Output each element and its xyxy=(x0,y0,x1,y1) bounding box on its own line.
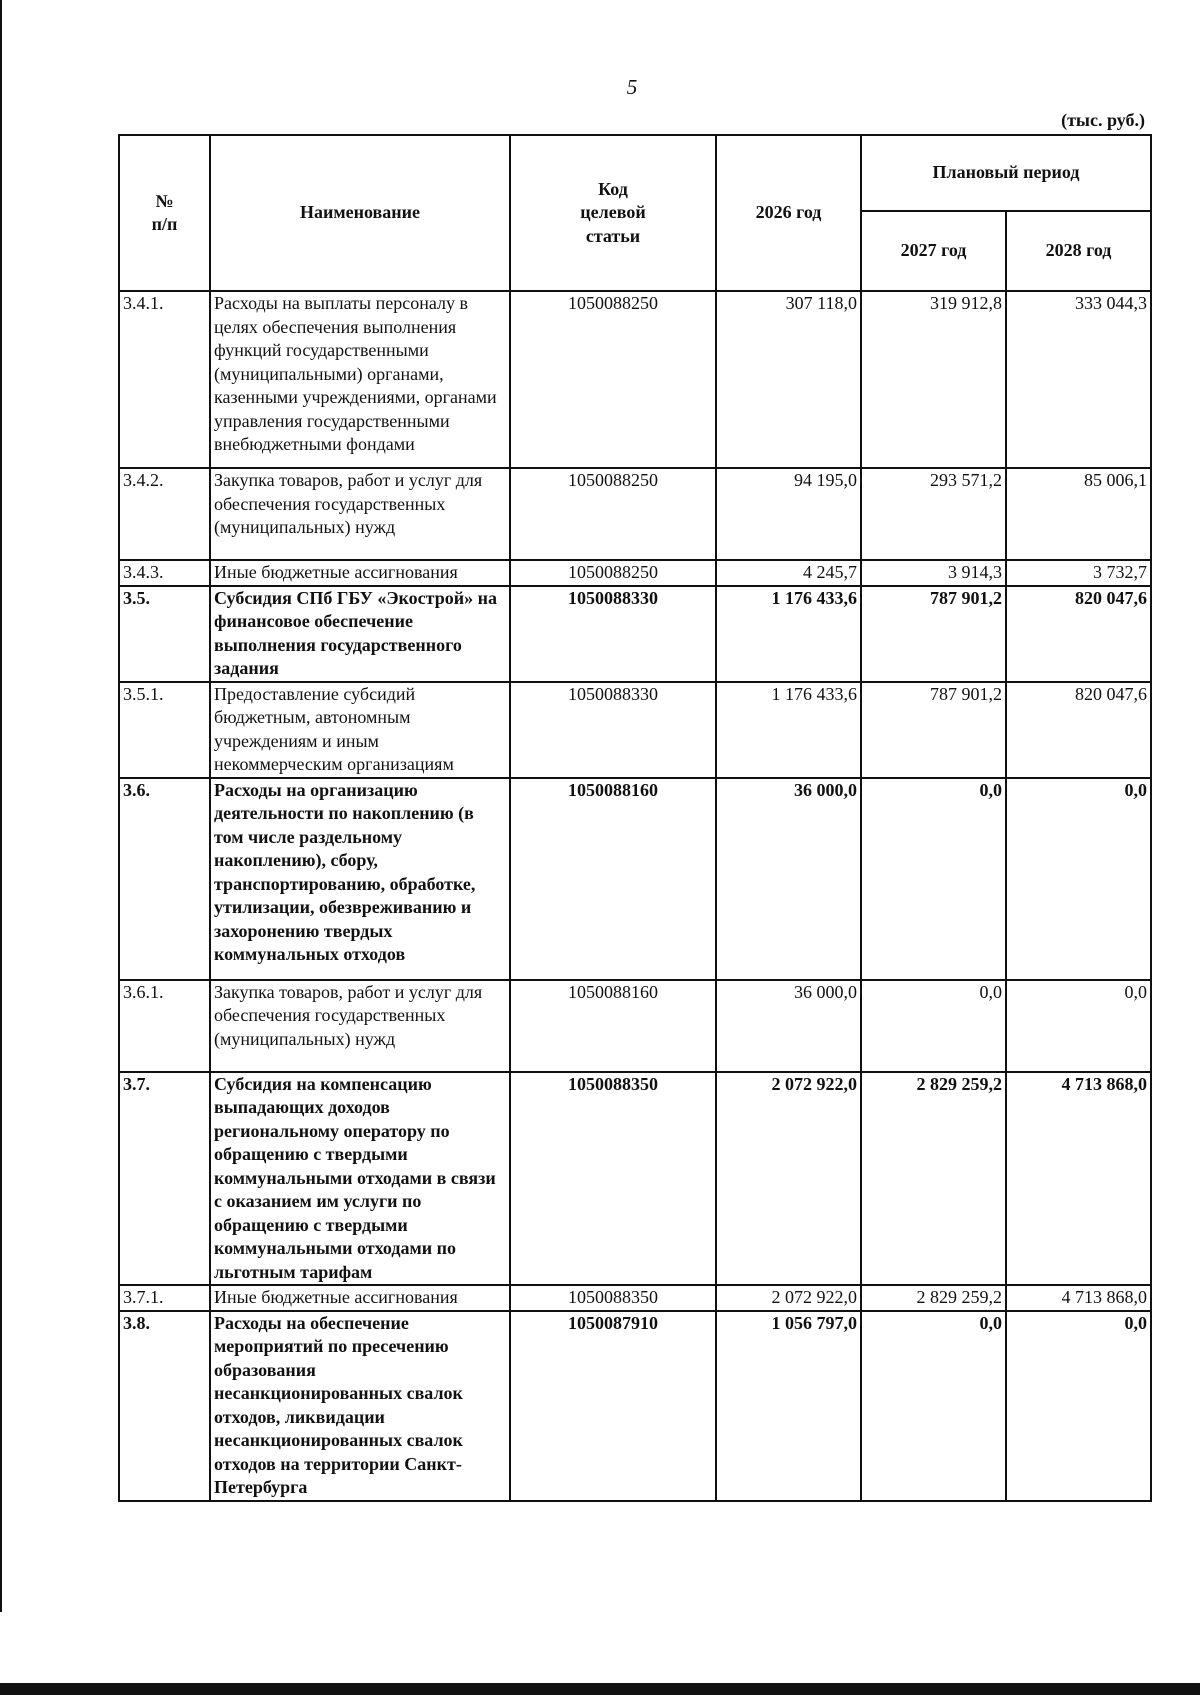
row-name: Иные бюджетные ассигнования xyxy=(210,1285,510,1311)
row-value-2027: 2 829 259,2 xyxy=(861,1072,1006,1286)
row-name: Закупка товаров, работ и услуг для обеспечения государственных (муниципальных) нужд xyxy=(210,980,510,1072)
row-number: 3.8. xyxy=(119,1311,210,1501)
header-num-line: п/п xyxy=(151,214,178,234)
row-value-2026: 36 000,0 xyxy=(716,778,861,980)
header-code-line: статьи xyxy=(585,225,641,246)
row-value-2028: 0,0 xyxy=(1006,1311,1151,1501)
row-number: 3.4.1. xyxy=(119,291,210,468)
header-num-line: № xyxy=(155,190,174,211)
row-value-2028: 0,0 xyxy=(1006,980,1151,1072)
row-code: 1050087910 xyxy=(510,1311,716,1501)
row-value-2027: 787 901,2 xyxy=(861,682,1006,778)
table-row xyxy=(119,291,1151,468)
row-code: 1050088250 xyxy=(510,468,716,560)
row-code: 1050088350 xyxy=(510,1072,716,1286)
header-code-line: Код xyxy=(598,178,628,199)
row-value-2028: 85 006,1 xyxy=(1006,468,1151,560)
row-value-2028: 820 047,6 xyxy=(1006,586,1151,682)
table-row xyxy=(119,586,1151,682)
units-label: (тыс. руб.) xyxy=(1061,110,1145,130)
budget-table xyxy=(118,134,1152,1502)
row-name: Расходы на обеспечение мероприятий по пресечению образования несанкционированных свалок отходов, ликвидации несанкционированных свалок отходов на территории Санкт-Петербурга xyxy=(210,1311,510,1501)
header-2026: 2026 год xyxy=(716,135,861,291)
row-code: 1050088330 xyxy=(510,586,716,682)
row-name: Предоставление субсидий бюджетным, автономным учреждениям и иным некоммерческим организациям xyxy=(210,682,510,778)
row-name: Закупка товаров, работ и услуг для обеспечения государственных (муниципальных) нужд xyxy=(210,468,510,560)
row-value-2026: 1 176 433,6 xyxy=(716,682,861,778)
row-value-2028: 3 732,7 xyxy=(1006,560,1151,586)
table-row xyxy=(119,682,1151,778)
table-row xyxy=(119,980,1151,1072)
header-code xyxy=(510,135,716,291)
row-value-2026: 2 072 922,0 xyxy=(716,1072,861,1286)
table-body xyxy=(119,291,1151,1501)
row-number: 3.6.1. xyxy=(119,980,210,1072)
row-number: 3.4.3. xyxy=(119,560,210,586)
row-number: 3.7. xyxy=(119,1072,210,1286)
row-name: Расходы на организацию деятельности по накоплению (в том числе раздельному накоплению), сбору, транспортированию, обработке, утилизации, обезвреживанию и захоронению твердых коммунальных отходов xyxy=(210,778,510,980)
row-value-2027: 0,0 xyxy=(861,778,1006,980)
page-number: 5 xyxy=(626,75,638,99)
row-value-2028: 4 713 868,0 xyxy=(1006,1072,1151,1286)
row-number: 3.5. xyxy=(119,586,210,682)
table-row xyxy=(119,1311,1151,1501)
row-value-2027: 2 829 259,2 xyxy=(861,1285,1006,1311)
row-number: 3.5.1. xyxy=(119,682,210,778)
header-name: Наименование xyxy=(210,135,510,291)
row-name: Иные бюджетные ассигнования xyxy=(210,560,510,586)
row-value-2027: 787 901,2 xyxy=(861,586,1006,682)
row-value-2028: 0,0 xyxy=(1006,778,1151,980)
header-2027: 2027 год xyxy=(861,211,1006,291)
table-header xyxy=(119,135,1151,291)
table-row xyxy=(119,1072,1151,1286)
row-value-2026: 307 118,0 xyxy=(716,291,861,468)
header-2028: 2028 год xyxy=(1006,211,1151,291)
row-name: Субсидия на компенсацию выпадающих доходов региональному оператору по обращению с твердыми коммунальными отходами в связи с оказанием им услуги по обращению с твердыми коммунальными отходами по льготным тарифам xyxy=(210,1072,510,1286)
table-row xyxy=(119,468,1151,560)
row-number: 3.7.1. xyxy=(119,1285,210,1311)
row-value-2027: 0,0 xyxy=(861,980,1006,1072)
row-value-2026: 2 072 922,0 xyxy=(716,1285,861,1311)
row-code: 1050088160 xyxy=(510,980,716,1072)
table-row xyxy=(119,1285,1151,1311)
row-value-2026: 94 195,0 xyxy=(716,468,861,560)
row-code: 1050088250 xyxy=(510,291,716,468)
row-code: 1050088350 xyxy=(510,1285,716,1311)
row-value-2028: 4 713 868,0 xyxy=(1006,1285,1151,1311)
row-number: 3.6. xyxy=(119,778,210,980)
row-value-2027: 3 914,3 xyxy=(861,560,1006,586)
row-value-2027: 319 912,8 xyxy=(861,291,1006,468)
table-row xyxy=(119,560,1151,586)
scan-edge-bottom xyxy=(0,1683,1200,1695)
header-code-line: целевой xyxy=(580,202,646,223)
row-name: Субсидия СПб ГБУ «Экострой» на финансовое обеспечение выполнения государственного задания xyxy=(210,586,510,682)
row-value-2026: 1 176 433,6 xyxy=(716,586,861,682)
row-code: 1050088160 xyxy=(510,778,716,980)
row-number: 3.4.2. xyxy=(119,468,210,560)
header-planned-period: Плановый период xyxy=(861,135,1151,211)
row-code: 1050088330 xyxy=(510,682,716,778)
row-value-2027: 293 571,2 xyxy=(861,468,1006,560)
table-row xyxy=(119,778,1151,980)
row-value-2028: 820 047,6 xyxy=(1006,682,1151,778)
row-value-2026: 36 000,0 xyxy=(716,980,861,1072)
scan-edge-left xyxy=(0,0,2,1612)
row-name: Расходы на выплаты персоналу в целях обеспечения выполнения функций государственными (муниципальными) органами, казенными учреждениями, органами управления государственными внебюджетными фондами xyxy=(210,291,510,468)
header-num xyxy=(119,135,210,291)
row-value-2026: 4 245,7 xyxy=(716,560,861,586)
row-value-2027: 0,0 xyxy=(861,1311,1006,1501)
row-value-2026: 1 056 797,0 xyxy=(716,1311,861,1501)
row-code: 1050088250 xyxy=(510,560,716,586)
row-value-2028: 333 044,3 xyxy=(1006,291,1151,468)
